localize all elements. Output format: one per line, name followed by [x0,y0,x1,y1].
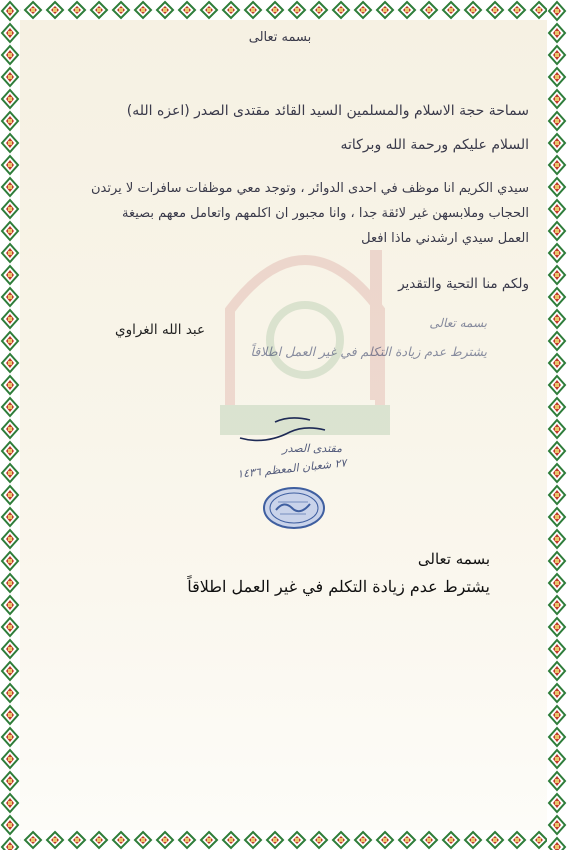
decorative-border-bottom [0,830,567,850]
letter-signature-name: عبد الله الغراوي [115,322,206,338]
handwritten-reply-line-2: يشترط عدم زيادة التكلم في غير العمل اطلاقاً [250,344,487,359]
letter-body-line-3: العمل سيدي ارشدني ماذا افعل [361,231,529,246]
letter-closing: ولكم منا التحية والتقدير [398,276,529,292]
letter-addressee: سماحة حجة الاسلام والمسلمين السيد القائد مقتدى الصدر (اعزه الله) [126,103,529,119]
printed-reply-line-1: بسمه تعالى [417,550,490,568]
letter-greeting: السلام عليكم ورحمة الله وبركاته [340,137,529,153]
decorative-border-top [0,0,567,20]
letter-paper [20,20,547,830]
official-seal-icon [262,486,326,530]
handwritten-reply-line-1: بسمه تعالى [429,316,487,330]
handwritten-date: ٢٧ شعبان المعظم ١٤٣٦ [236,456,348,481]
letter-body-line-1: سيدي الكريم انا موظف في احدى الدوائر ، وتوجد معي موظفات سافرات لا يرتدن [90,181,529,196]
letter-basmala: بسمه تعالى [248,30,312,45]
printed-reply-line-2: يشترط عدم زيادة التكلم في غير العمل اطلاقاً [187,577,490,596]
decorative-border-right [547,0,567,850]
handwritten-sign-name: مقتدى الصدر [282,442,342,455]
decorative-border-left [0,0,20,850]
letter-body-line-2: الحجاب وملابسهن غير لائقة جدا ، وانا مجبور ان اكلمهم واتعامل معهم بصيغة [121,206,529,221]
